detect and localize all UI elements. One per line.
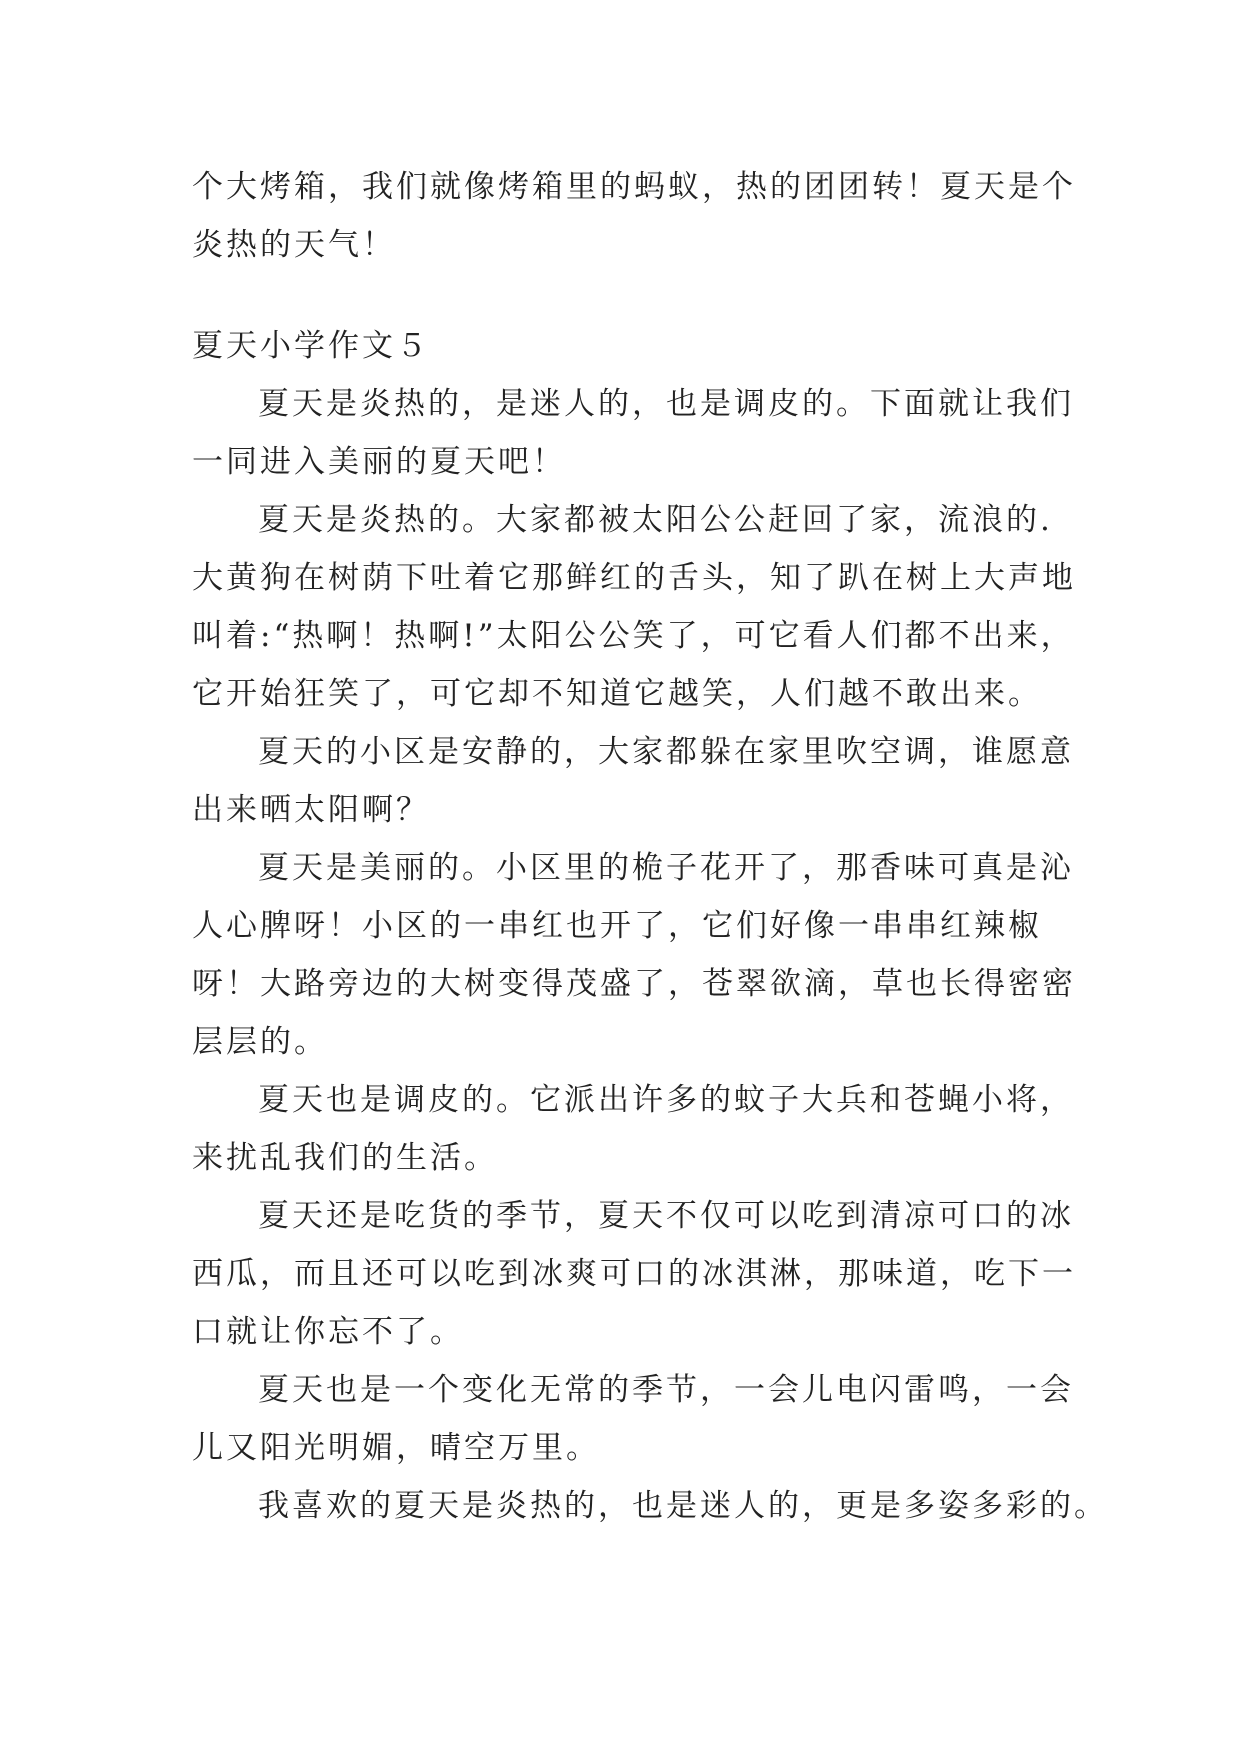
- text-line: 西瓜，而且还可以吃到冰爽可口的冰淇淋，那味道，吃下一: [192, 1256, 1076, 1292]
- paragraph: [192, 375, 1074, 491]
- text-line: 一同进入美丽的夏天吧！: [192, 444, 566, 480]
- text-line: 大黄狗在树荫下吐着它那鲜红的舌头，知了趴在树上大声地: [192, 560, 1076, 596]
- text-line: 夏天也是一个变化无常的季节，一会儿电闪雷鸣，一会: [258, 1372, 1074, 1408]
- section-title: 夏天小学作文５: [192, 328, 430, 364]
- text-line: 我喜欢的夏天是炎热的，也是迷人的，更是多姿多彩的。: [258, 1488, 1108, 1524]
- text-line: 儿又阳光明媚，晴空万里。: [192, 1430, 600, 1466]
- document-body: [192, 158, 1108, 1535]
- text-line: 个大烤箱，我们就像烤箱里的蚂蚁，热的团团转！夏天是个: [192, 169, 1076, 205]
- text-line: 叫着:“热啊！热啊!”太阳公公笑了，可它看人们都不出来，: [192, 618, 1075, 654]
- text-line: 出来晒太阳啊？: [192, 792, 430, 828]
- paragraph: [192, 491, 1076, 723]
- text-line: 夏天是炎热的，是迷人的，也是调皮的。下面就让我们: [258, 386, 1074, 422]
- paragraph: [192, 1477, 1108, 1535]
- text-line: 夏天也是调皮的。它派出许多的蚊子大兵和苍蝇小将，: [258, 1082, 1074, 1118]
- text-line: 夏天是炎热的。大家都被太阳公公赶回了家，流浪的.: [258, 502, 1053, 538]
- text-line: 炎热的天气！: [192, 227, 396, 263]
- paragraph: [192, 1361, 1074, 1477]
- text-line: 人心脾呀！小区的一串红也开了，它们好像一串串红辣椒: [192, 908, 1042, 944]
- text-line: 夏天是美丽的。小区里的桅子花开了，那香味可真是沁: [258, 850, 1074, 886]
- text-line: 呀！大路旁边的大树变得茂盛了，苍翠欲滴，草也长得密密: [192, 966, 1076, 1002]
- text-line: 来扰乱我们的生活。: [192, 1140, 498, 1176]
- paragraph: [192, 839, 1076, 1071]
- paragraph: [192, 723, 1074, 839]
- text-line: 层层的。: [192, 1024, 328, 1060]
- text-line: 口就让你忘不了。: [192, 1314, 464, 1350]
- text-line: 夏天还是吃货的季节，夏天不仅可以吃到清凉可口的冰: [258, 1198, 1074, 1234]
- text-line: 夏天的小区是安静的，大家都躲在家里吹空调，谁愿意: [258, 734, 1074, 770]
- continuation-paragraph: [192, 158, 1076, 274]
- text-line: 它开始狂笑了，可它却不知道它越笑，人们越不敢出来。: [192, 676, 1042, 712]
- paragraph: [192, 1071, 1074, 1187]
- paragraph: [192, 1187, 1076, 1361]
